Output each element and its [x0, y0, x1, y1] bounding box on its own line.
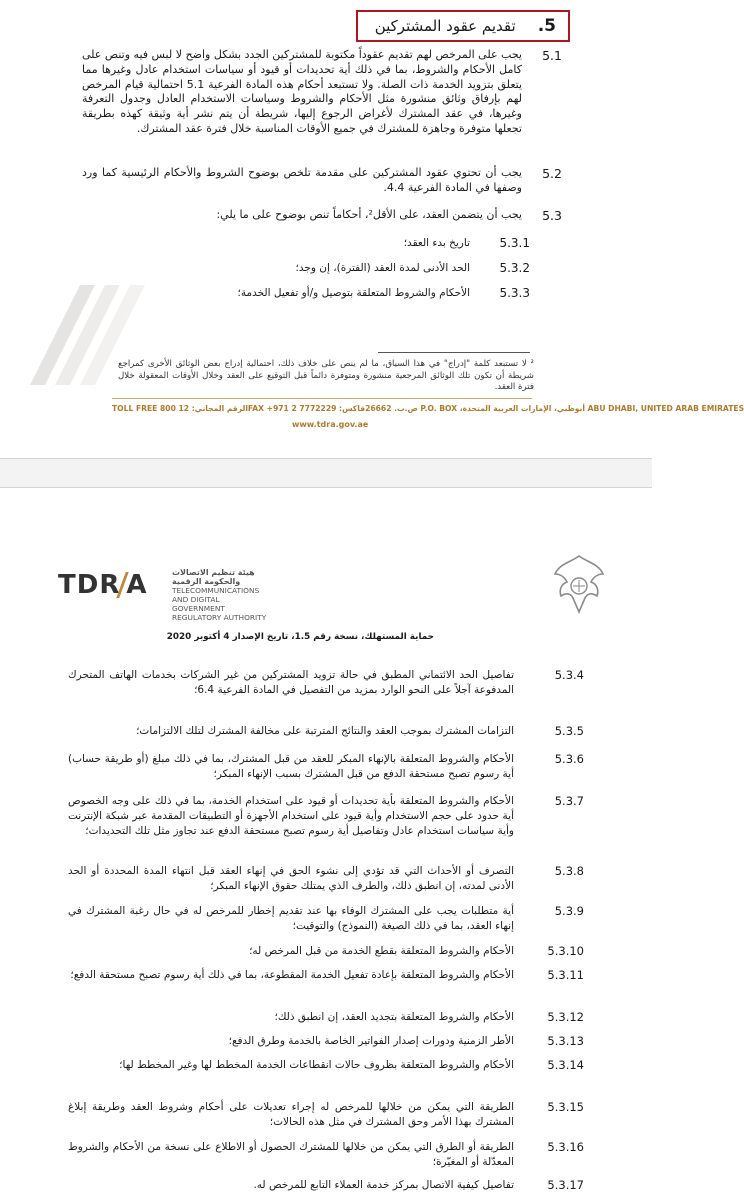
paragraph-number: 5.3	[542, 208, 562, 223]
section-title: تقديم عقود المشتركين	[374, 17, 516, 35]
item-number: 5.3.5	[554, 724, 584, 738]
document-page-2	[0, 488, 652, 1200]
item-number: 5.3.3	[499, 286, 530, 300]
item-number: 5.3.6	[554, 752, 584, 766]
item-number: 5.3.17	[547, 1178, 584, 1192]
section-number: 5.	[537, 16, 556, 36]
item-text: تفاصيل الحد الائتماني المطبق في حالة تزويد المشتركين من غير الشركات بخدمات الهاتف المتحرك المدفوعة آجلاً على النحو الوارد بمزيد من التفصيل في المادة الفرعية 6.4؛	[68, 669, 514, 696]
list-item	[68, 904, 584, 938]
footnote: ² لا تستبعد كلمة "إدراج" في هذا السياق، ما لم ينص على خلاف ذلك، احتمالية إدراج بعض الوثائق الأخرى كمراجع شريطة أن تكون تلك الوثائق المرجعية منشورة ومتوفرة دائماً قبل التوقيع على العقد وخلال الأوقات المعقولة خلال فترة العقد.	[118, 359, 534, 392]
list-item	[68, 1010, 584, 1028]
paragraph-text: يجب أن يتضمن العقد، على الأقل²، أحكاماً تنص بوضوح على ما يلي:	[216, 208, 522, 221]
paragraph-text: يجب على المرخص لهم تقديم عقوداً مكتوبة للمشتركين الجدد بشكل واضح لا لبس فيه وتنص على كامل الأحكام والشروط، بما في ذلك أية تحديدات أو قيود أو سياسات استخدام عادل وغيرها مما يتعلق بتزويد الخدمة ذات الصلة. ولا تستبعد أحكام هذه المادة الفرعية 5.1 احتمالية قيام المرخص لهم بإرفاق وثائق منشورة مثل الأحكام والشروط وسياسات الاستخدام العادل وجدول التعرفة وغيرها، في عقد المشترك لأغراض الرجوع إليها، شريطة أن يتم نشر أية وثيقة كهذه بطريقة تجعلها متوفرة وجاهزة للمشترك في جميع الأوقات المناسبة خلال فترة عقد المشترك.	[82, 48, 523, 135]
paragraph-5-2	[82, 166, 562, 202]
item-number: 5.3.10	[547, 944, 584, 958]
item-text: الأحكام والشروط المتعلقة بالإنهاء المبكر للعقد من قبل المشترك، بما في ذلك مبلغ (أو طريقة حساب) أية رسوم تصبح مستحقة الدفع من قبل المشترك بسبب الإنهاء المبكر؛	[68, 753, 514, 780]
footer-rule	[112, 398, 532, 399]
item-text: الأحكام والشروط المتعلقة بتجديد العقد، إن انطبق ذلك؛	[274, 1011, 514, 1023]
item-number: 5.3.16	[547, 1140, 584, 1154]
footer-website[interactable]: www.tdra.gov.ae	[292, 420, 369, 429]
list-item	[110, 236, 530, 254]
list-item	[68, 944, 584, 962]
footer-tollfree: TOLL FREE 800 12 :الرقم المجاني	[112, 404, 248, 413]
item-text: الطريقة التي يمكن من خلالها للمرخص له إجراء تعديلات على أحكام وشروط العقد وطريقة إبلاغ المشترك بهذا الأمر وحق المشترك في مثل هذه الحالات؛	[68, 1101, 514, 1128]
item-number: 5.3.2	[499, 261, 530, 275]
logo-wordmark-a: A	[126, 570, 147, 600]
logo-wordmark: TDR	[58, 570, 121, 600]
footer-fax: FAX +971 2 7772229 :فاكس	[247, 404, 366, 413]
item-text: الطريقة أو الطرق التي يمكن من خلالها للمشترك الحصول أو الاطلاع على نسخة من الأحكام والشروط المعدّلة أو المغيّرة؛	[68, 1141, 514, 1168]
item-text: الأحكام والشروط المتعلقة بقطع الخدمة من قبل المرخص له؛	[249, 945, 514, 957]
paragraph-number: 5.2	[542, 166, 562, 181]
item-text: تاريخ بدء العقد؛	[403, 237, 470, 249]
item-number: 5.3.8	[554, 864, 584, 878]
authority-name-en-2: GOVERNMENT REGULATORY AUTHORITY	[172, 604, 267, 622]
item-number: 5.3.13	[547, 1034, 584, 1048]
item-number: 5.3.4	[554, 668, 584, 682]
list-item	[68, 1140, 584, 1174]
item-text: الأحكام والشروط المتعلقة بأية تحديدات أو قيود على استخدام الخدمة، بما في ذلك على وجه الخصوص أية حدود على حجم الاستخدام وأية قيود على استخدام الأجهزة أو التطبيقات المقدمة عبر شبكة الإنترنت وأية سياسات استخدام عادل وتفاصيل أية رسوم تصبح مستحقة الدفع عند تجاوز مثل تلك التحديدات؛	[68, 795, 514, 837]
list-item	[68, 1178, 584, 1196]
item-number: 5.3.9	[554, 904, 584, 918]
list-item	[68, 1034, 584, 1052]
item-text: الأحكام والشروط المتعلقة بإعادة تفعيل الخدمة المقطوعة، بما في ذلك أية رسوم تصبح مستحقة الدفع؛	[70, 969, 514, 981]
item-number: 5.3.14	[547, 1058, 584, 1072]
authority-name-ar: هيئة تنظيم الاتصالات والحكومة الرقمية	[172, 568, 255, 586]
footer-pobox: ص.ب. 26662 P.O. BOX ،أبوظبي، الإمارات العربية المتحدة ABU DHABI, UNITED ARAB EMIRATES	[365, 404, 744, 413]
item-text: الأحكام والشروط المتعلقة بظروف حالات انقطاعات الخدمة المخطط لها وغير المخطط لها؛	[119, 1059, 514, 1071]
item-number: 5.3.15	[547, 1100, 584, 1114]
paragraph-5-1	[82, 48, 562, 158]
item-text: تفاصيل كيفية الاتصال بمركز خدمة العملاء التابع للمرخص له.	[253, 1179, 514, 1191]
tdra-logo	[58, 570, 146, 600]
item-text: الحد الأدنى لمدة العقد (الفترة)، إن وجد؛	[295, 262, 470, 274]
paragraph-5-3	[82, 208, 562, 228]
list-item	[68, 968, 584, 1002]
document-version-line: حماية المستهلك، نسخة رقم 1.5، تاريخ الإصدار 4 أكتوبر 2020	[166, 632, 434, 642]
authority-name-en-1: TELECOMMUNICATIONS AND DIGITAL	[172, 586, 260, 604]
page-separator	[0, 458, 652, 488]
list-item	[68, 794, 584, 856]
item-text: الأطر الزمنية ودورات إصدار الفواتير الخاصة بالخدمة وطرق الدفع؛	[228, 1035, 514, 1047]
document-page-1	[0, 0, 744, 458]
item-text: أية متطلبات يجب على المشترك الوفاء بها عند تقديم إخطار للمرخص له في حال رغبة المشترك في إنهاء العقد، بما في ذلك الصيغة (النموذج) والتوقيت؛	[68, 905, 514, 932]
item-number: 5.3.1	[499, 236, 530, 250]
list-item	[110, 261, 530, 279]
item-text: التصرف أو الأحداث التي قد تؤدي إلى نشوء الحق في إنهاء العقد قبل انتهاء المدة المحددة أو الحد الأدنى لمدته، إن انطبق ذلك، والطرف الذي يمتلك حقوق الإنهاء المبكر؛	[68, 865, 514, 892]
item-text: التزامات المشترك بموجب العقد والنتائج المترتبة على مخالفة المشترك لتلك الالتزامات؛	[136, 725, 514, 737]
list-item	[68, 724, 584, 744]
authority-name	[172, 568, 272, 622]
list-item	[68, 752, 584, 786]
list-item	[68, 1100, 584, 1134]
paragraph-number: 5.1	[542, 48, 562, 63]
section-heading-box	[356, 10, 570, 42]
list-item	[68, 864, 584, 898]
item-number: 5.3.7	[554, 794, 584, 808]
list-item	[68, 1058, 584, 1092]
uae-emblem-icon	[551, 552, 607, 616]
item-number: 5.3.12	[547, 1010, 584, 1024]
item-text: الأحكام والشروط المتعلقة بتوصيل و/أو تفعيل الخدمة؛	[237, 287, 470, 299]
paragraph-text: يجب أن تحتوي عقود المشتركين على مقدمة تلخص بوضوح الشروط والأحكام الرئيسية كما ورد وصفها في المادة الفرعية 4.4.	[82, 166, 522, 194]
list-item	[68, 668, 584, 716]
list-item	[110, 286, 530, 304]
footer-contact	[112, 404, 744, 413]
item-number: 5.3.11	[547, 968, 584, 982]
footnote-rule	[378, 352, 530, 353]
